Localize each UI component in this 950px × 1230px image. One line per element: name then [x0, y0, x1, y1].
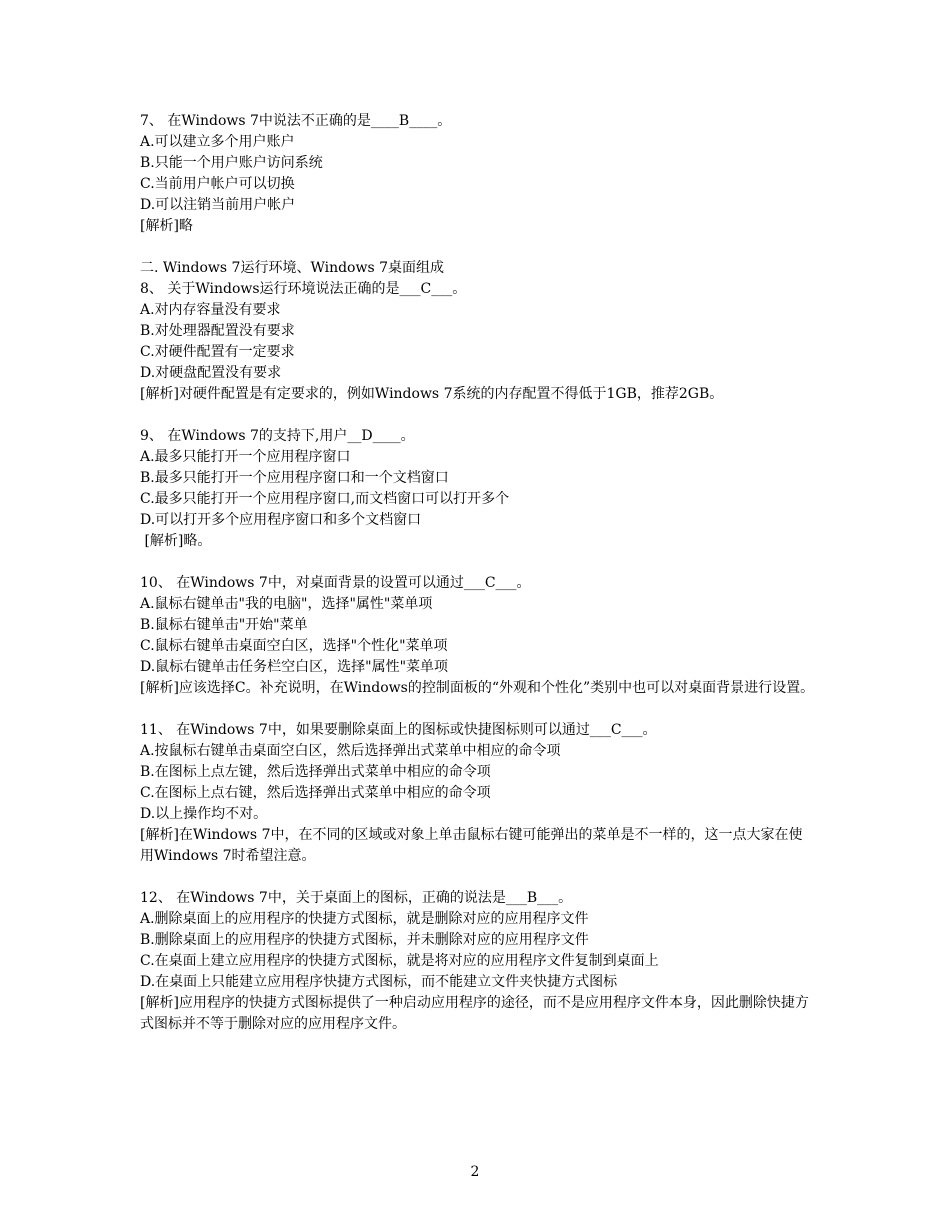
option-c: C.在桌面上建立应用程序的快捷方式图标，就是将对应的应用程序文件复制到桌面上 — [140, 953, 659, 969]
option-a: A.删除桌面上的应用程序的快捷方式图标，就是删除对应的应用程序文件 — [140, 911, 589, 927]
analysis: [解析]应用程序的快捷方式图标提供了一种启动应用程序的途径，而不是应用程序文件本身，因此删除快捷方式图标并不等于删除对应的应用程序文件。 — [140, 995, 809, 1032]
option-d: D.对硬盘配置没有要求 — [140, 365, 282, 381]
option-a: A.最多只能打开一个应用程序窗口 — [140, 449, 351, 465]
spacer — [140, 552, 820, 573]
analysis: [解析]略。 — [140, 533, 212, 549]
option-c: C.在图标上点右键，然后选择弹出式菜单中相应的命令项 — [140, 785, 491, 801]
option-c: C.鼠标右键单击桌面空白区，选择"个性化"菜单项 — [140, 638, 448, 654]
section-heading: 二. Windows 7运行环境、Windows 7桌面组成 — [140, 260, 445, 276]
analysis: [解析]对硬件配置是有定要求的，例如Windows 7系统的内存配置不得低于1GB，推荐2GB。 — [140, 386, 724, 402]
question-stem: 8、 关于Windows运行环境说法正确的是___C___。 — [140, 281, 467, 297]
option-c: C.对硬件配置有一定要求 — [140, 344, 295, 360]
spacer — [140, 867, 820, 888]
option-b: B.对处理器配置没有要求 — [140, 323, 295, 339]
option-a: A.按鼠标右键单击桌面空白区，然后选择弹出式菜单中相应的命令项 — [140, 743, 561, 759]
spacer — [140, 405, 820, 426]
option-a: A.可以建立多个用户账户 — [140, 134, 295, 150]
option-d: D.可以注销当前用户帐户 — [140, 197, 296, 213]
analysis: [解析]略 — [140, 218, 193, 234]
question-stem: 11、 在Windows 7中，如果要删除桌面上的图标或快捷图标则可以通过___C___。 — [140, 722, 657, 738]
question-stem: 12、 在Windows 7中，关于桌面上的图标，正确的说法是___B___。 — [140, 890, 573, 906]
option-d: D.在桌面上只能建立应用程序快捷方式图标，而不能建立文件夹快捷方式图标 — [140, 974, 618, 990]
option-b: B.删除桌面上的应用程序的快捷方式图标，并未删除对应的应用程序文件 — [140, 932, 589, 948]
question-9 — [140, 426, 820, 552]
question-12 — [140, 888, 820, 1035]
document-body — [140, 111, 820, 1035]
option-b: B.鼠标右键单击"开始"菜单 — [140, 617, 308, 633]
question-stem: 9、 在Windows 7的支持下,用户__D____。 — [140, 428, 415, 444]
option-b: B.最多只能打开一个应用程序窗口和一个文档窗口 — [140, 470, 449, 486]
option-b: B.在图标上点左键，然后选择弹出式菜单中相应的命令项 — [140, 764, 491, 780]
analysis: [解析]在Windows 7中，在不同的区域或对象上单击鼠标右键可能弹出的菜单是不一样的，这一点大家在使用Windows 7时希望注意。 — [140, 827, 803, 864]
question-10 — [140, 573, 820, 699]
option-a: A.对内存容量没有要求 — [140, 302, 281, 318]
question-7 — [140, 111, 820, 237]
question-stem: 10、 在Windows 7中，对桌面背景的设置可以通过___C___。 — [140, 575, 531, 591]
option-c: C.当前用户帐户可以切换 — [140, 176, 295, 192]
option-b: B.只能一个用户账户访问系统 — [140, 155, 323, 171]
spacer — [140, 237, 820, 258]
question-11 — [140, 720, 820, 867]
page-number: 2 — [470, 1164, 480, 1180]
question-8 — [140, 258, 820, 405]
option-d: D.鼠标右键单击任务栏空白区，选择"属性"菜单项 — [140, 659, 449, 675]
option-d: D.以上操作均不对。 — [140, 806, 268, 822]
option-a: A.鼠标右键单击"我的电脑"，选择"属性"菜单项 — [140, 596, 433, 612]
option-d: D.可以打开多个应用程序窗口和多个文档窗口 — [140, 512, 422, 528]
spacer — [140, 699, 820, 720]
question-stem: 7、 在Windows 7中说法不正确的是____B____。 — [140, 113, 452, 129]
option-c: C.最多只能打开一个应用程序窗口,而文档窗口可以打开多个 — [140, 491, 510, 507]
analysis: [解析]应该选择C。补充说明，在Windows的控制面板的“外观和个性化”类别中也可以对桌面背景进行设置。 — [140, 680, 815, 696]
